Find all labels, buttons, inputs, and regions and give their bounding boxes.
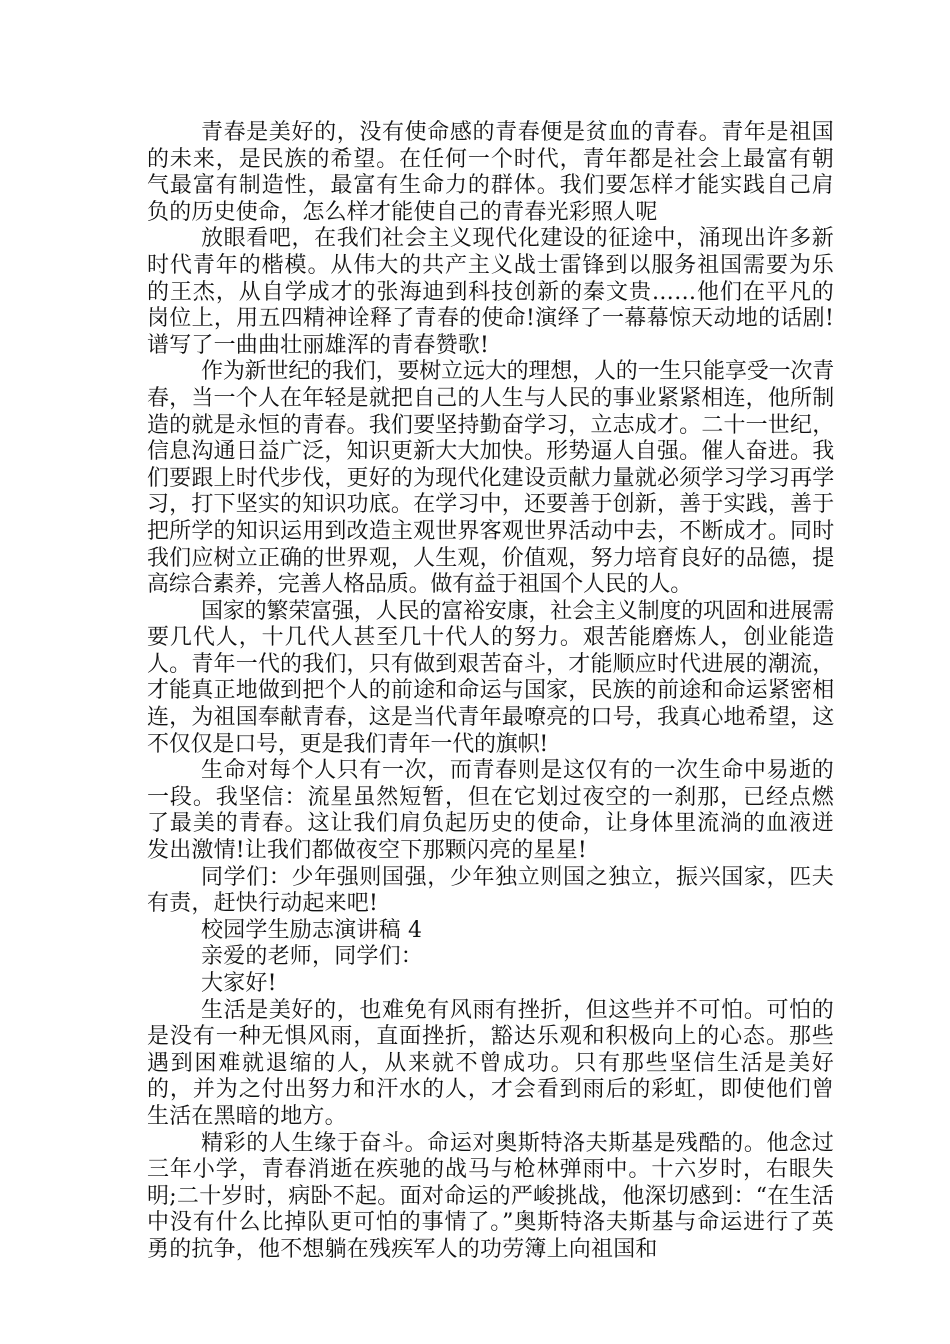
paragraph-4: 国家的繁荣富强，人民的富裕安康，社会主义制度的巩固和进展需要几代人，十几代人甚至几十代人的努力。艰苦能磨炼人，创业能造人。青年一代的我们，只有做到艰苦奋斗，才能顺应时代进展的潮流，才能真正地做到把个人的前途和命运与国家，民族的前途和命运紧密相连，为祖国奉献青春，这是当代青年最嘹亮的口号，我真心地希望，这不仅仅是口号，更是我们青年一代的旗帜! (147, 598, 834, 757)
paragraph-2: 放眼看吧，在我们社会主义现代化建设的征途中，涌现出许多新时代青年的楷模。从伟大的共产主义战士雷锋到以服务祖国需要为乐的王杰，从自学成才的张海迪到科技创新的秦文贵……他们在平凡的岗位上，用五四精神诠释了青春的使命!演绎了一幕幕惊天动地的话剧!谱写了一曲曲壮丽雄浑的青春赞歌! (147, 226, 834, 358)
body-text (147, 120, 834, 1264)
paragraph-1: 青春是美好的，没有使命感的青春便是贫血的青春。青年是祖国的未来，是民族的希望。在任何一个时代，青年都是社会上最富有朝气最富有制造性，最富有生命力的群体。我们要怎样才能实践自己肩负的历史使命，怎么样才能使自己的青春光彩照人呢 (147, 120, 834, 225)
paragraph-6: 同学们：少年强则国强，少年独立则国之独立，振兴国家，匹夫有责，赶快行动起来吧! (147, 864, 834, 917)
paragraph-8: 精彩的人生缘于奋斗。命运对奥斯特洛夫斯基是残酷的。他念过三年小学，青春消逝在疾驰的战马与枪林弹雨中。十六岁时，右眼失明;二十岁时，病卧不起。面对命运的严峻挑战，他深切感到：“在生活中没有什么比掉队更可怕的事情了。”奥斯特洛夫斯基与命运进行了英勇的抗争，他不想躺在残疾军人的功劳簿上向祖国和 (147, 1130, 834, 1262)
paragraph-3: 作为新世纪的我们，要树立远大的理想，人的一生只能享受一次青春，当一个人在年轻是就把自己的人生与人民的事业紧紧相连，他所制造的就是永恒的青春。我们要坚持勤奋学习，立志成才。二十一世纪，信息沟通日益广泛，知识更新大大加快。形势逼人自强。催人奋进。我们要跟上时代步伐，更好的为现代化建设贡献力量就必须学习学习再学习，打下坚实的知识功底。在学习中，还要善于创新，善于实践，善于把所学的知识运用到改造主观世界客观世界活动中去，不断成才。同时我们应树立正确的世界观，人生观，价值观，努力培育良好的品德，提高综合素养，完善人格品质。做有益于祖国个人民的人。 (147, 359, 834, 598)
greeting: 大家好! (201, 971, 277, 996)
salutation: 亲爱的老师，同学们： (201, 944, 424, 970)
section-heading: 校园学生励志演讲稿 4 (201, 917, 423, 943)
paragraph-7: 生活是美好的，也难免有风雨有挫折，但这些并不可怕。可怕的是没有一种无惧风雨，直面挫折，豁达乐观和积极向上的心态。那些遇到困难就退缩的人，从来就不曾成功。只有那些坚信生活是美好的，并为之付出努力和汗水的人，才会看到雨后的彩虹，即使他们曾生活在黑暗的地方。 (147, 997, 834, 1129)
paragraph-5: 生命对每个人只有一次，而青春则是这仅有的一次生命中易逝的一段。我坚信：流星虽然短暂，但在它划过夜空的一刹那，已经点燃了最美的青春。这让我们肩负起历史的使命，让身体里流淌的血液迸发出激情!让我们都做夜空下那颗闪亮的星星! (147, 758, 834, 864)
